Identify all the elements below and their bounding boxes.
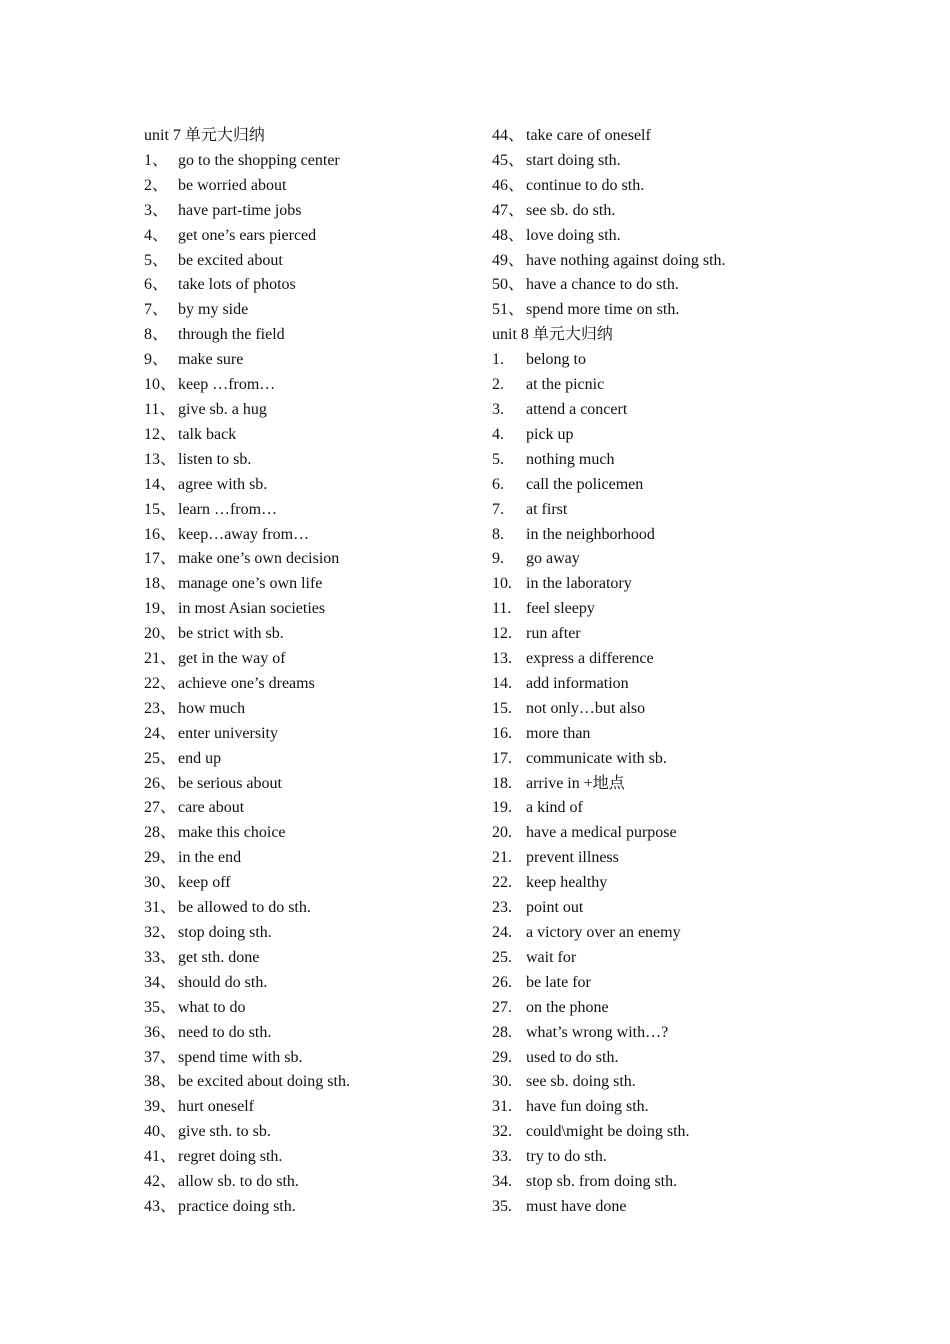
item-phrase: go away <box>526 550 580 568</box>
item-phrase: in the laboratory <box>526 575 632 593</box>
item-phrase: at the picnic <box>526 376 605 394</box>
phrase-item <box>144 1170 474 1195</box>
phrase-item <box>492 772 822 797</box>
item-phrase: allow sb. to do sth. <box>178 1173 299 1191</box>
item-number: 4. <box>492 425 504 443</box>
item-phrase: talk back <box>178 425 237 443</box>
phrase-item <box>492 796 822 821</box>
phrase-item <box>492 1145 822 1170</box>
item-phrase: how much <box>178 699 246 717</box>
item-phrase: achieve one’s dreams <box>178 674 315 692</box>
item-phrase: care about <box>178 799 245 817</box>
phrase-item <box>144 572 474 597</box>
item-phrase: practice doing sth. <box>178 1197 296 1215</box>
phrase-item <box>144 423 474 448</box>
item-number: 13. <box>492 650 512 668</box>
item-phrase: be serious about <box>178 774 282 792</box>
item-number: 26、 <box>144 774 177 792</box>
phrase-item <box>492 373 822 398</box>
item-phrase: be late for <box>526 973 591 991</box>
item-number: 23. <box>492 899 512 917</box>
phrase-item <box>492 224 822 249</box>
item-phrase: used to do sth. <box>526 1048 619 1066</box>
item-phrase: what to do <box>178 998 246 1016</box>
item-phrase: by my side <box>178 301 249 319</box>
item-number: 25. <box>492 948 512 966</box>
item-number: 16、 <box>144 525 177 543</box>
phrase-item <box>492 597 822 622</box>
item-number: 10. <box>492 575 512 593</box>
item-number: 18、 <box>144 575 177 593</box>
phrase-item <box>144 448 474 473</box>
item-number: 21. <box>492 849 512 867</box>
item-number: 5. <box>492 450 504 468</box>
item-phrase: pick up <box>526 425 574 443</box>
item-number: 41、 <box>144 1148 177 1166</box>
phrase-item <box>492 647 822 672</box>
phrase-item <box>144 622 474 647</box>
item-phrase: arrive in +地点 <box>526 774 625 792</box>
item-number: 36、 <box>144 1023 177 1041</box>
phrase-item <box>144 473 474 498</box>
phrase-item <box>492 722 822 747</box>
item-phrase: continue to do sth. <box>526 176 645 194</box>
item-phrase: give sb. a hug <box>178 400 267 418</box>
item-number: 8. <box>492 525 504 543</box>
phrase-item <box>492 672 822 697</box>
item-number: 39、 <box>144 1098 177 1116</box>
item-number: 37、 <box>144 1048 177 1066</box>
phrase-item <box>144 672 474 697</box>
item-phrase: point out <box>526 899 584 917</box>
item-phrase: take lots of photos <box>178 276 296 294</box>
phrase-item <box>492 871 822 896</box>
phrase-item <box>144 846 474 871</box>
item-phrase: stop doing sth. <box>178 924 272 941</box>
item-phrase: love doing sth. <box>526 226 621 244</box>
phrase-item <box>492 124 822 149</box>
item-phrase: be excited about doing sth. <box>178 1073 350 1091</box>
phrase-item <box>144 697 474 722</box>
item-number: 22. <box>492 874 512 892</box>
item-phrase: hurt oneself <box>178 1098 254 1116</box>
phrase-item <box>144 1021 474 1046</box>
item-phrase: make one’s own decision <box>178 550 340 568</box>
phrase-item <box>492 1195 822 1220</box>
phrase-item <box>492 1070 822 1095</box>
item-number: 4、 <box>144 226 169 244</box>
item-number: 28. <box>492 1023 512 1041</box>
item-number: 30. <box>492 1073 512 1091</box>
phrase-item <box>144 273 474 298</box>
phrase-item <box>492 523 822 548</box>
item-number: 7、 <box>144 301 169 319</box>
item-phrase: make sure <box>178 351 244 369</box>
phrase-item <box>492 298 822 323</box>
phrase-item <box>492 398 822 423</box>
phrase-item <box>144 1046 474 1071</box>
item-number: 45、 <box>492 151 525 169</box>
item-number: 50、 <box>492 276 525 294</box>
item-phrase: see sb. do sth. <box>526 201 616 219</box>
item-number: 18. <box>492 774 512 792</box>
phrase-item <box>492 971 822 996</box>
item-phrase: run after <box>526 625 581 643</box>
item-number: 33、 <box>144 948 177 966</box>
item-phrase: see sb. doing sth. <box>526 1073 636 1091</box>
item-phrase: keep off <box>178 874 231 892</box>
item-number: 3、 <box>144 201 169 219</box>
item-phrase: more than <box>526 724 591 742</box>
item-number: 12、 <box>144 425 177 443</box>
item-phrase: call the policemen <box>526 475 644 493</box>
phrase-item <box>492 199 822 224</box>
phrase-item <box>144 373 474 398</box>
item-number: 10、 <box>144 376 177 394</box>
item-phrase: start doing sth. <box>526 151 621 169</box>
item-phrase: in most Asian societies <box>178 600 326 618</box>
phrase-item <box>492 572 822 597</box>
phrase-item <box>144 498 474 523</box>
phrase-item <box>492 1046 822 1071</box>
item-number: 14. <box>492 674 512 692</box>
phrase-item <box>144 1120 474 1145</box>
phrase-item <box>144 921 474 946</box>
phrase-item <box>144 747 474 772</box>
phrase-item <box>144 971 474 996</box>
phrase-item <box>492 348 822 373</box>
phrase-item <box>144 871 474 896</box>
item-phrase: learn …from… <box>178 500 278 518</box>
item-phrase: a kind of <box>526 799 583 817</box>
item-number: 35. <box>492 1197 512 1215</box>
item-number: 14、 <box>144 475 177 493</box>
item-number: 16. <box>492 724 512 742</box>
item-phrase: be strict with sb. <box>178 625 284 643</box>
phrase-item <box>144 896 474 921</box>
item-phrase: not only…but also <box>526 699 646 717</box>
unit7-phrase-list-continued <box>492 124 822 323</box>
item-phrase: through the field <box>178 326 285 344</box>
item-phrase: be worried about <box>178 176 287 194</box>
phrase-item <box>144 1195 474 1220</box>
phrase-item <box>144 547 474 572</box>
item-number: 6. <box>492 475 504 493</box>
item-phrase: a victory over an enemy <box>526 924 681 941</box>
item-number: 31. <box>492 1098 512 1116</box>
phrase-item <box>144 323 474 348</box>
item-number: 46、 <box>492 176 525 194</box>
phrase-item <box>144 722 474 747</box>
item-phrase: spend more time on sth. <box>526 301 680 319</box>
item-phrase: wait for <box>526 948 577 966</box>
item-phrase: be excited about <box>178 251 283 269</box>
item-number: 15、 <box>144 500 177 518</box>
phrase-item <box>492 149 822 174</box>
phrase-item <box>144 821 474 846</box>
item-phrase: nothing much <box>526 450 615 468</box>
phrase-item <box>492 547 822 572</box>
item-phrase: prevent illness <box>526 849 619 867</box>
item-phrase: get in the way of <box>178 650 286 668</box>
item-phrase: keep healthy <box>526 874 608 892</box>
item-phrase: keep …from… <box>178 376 276 394</box>
phrase-item <box>492 622 822 647</box>
phrase-item <box>492 273 822 298</box>
item-number: 31、 <box>144 899 177 917</box>
phrase-item <box>144 348 474 373</box>
item-phrase: get sth. done <box>178 948 260 966</box>
phrase-item <box>492 996 822 1021</box>
item-phrase: try to do sth. <box>526 1148 607 1166</box>
item-phrase: add information <box>526 674 629 692</box>
item-number: 19、 <box>144 600 177 618</box>
phrase-item <box>492 1170 822 1195</box>
phrase-item <box>492 846 822 871</box>
item-number: 47、 <box>492 201 525 219</box>
item-phrase: be allowed to do sth. <box>178 899 311 917</box>
item-phrase: have a medical purpose <box>526 824 677 842</box>
item-number: 43、 <box>144 1197 177 1215</box>
phrase-item <box>144 772 474 797</box>
item-number: 34、 <box>144 973 177 991</box>
phrase-item <box>492 697 822 722</box>
item-number: 23、 <box>144 699 177 717</box>
right-column <box>492 124 822 1220</box>
item-phrase: stop sb. from doing sth. <box>526 1173 678 1191</box>
item-phrase: have nothing against doing sth. <box>526 251 726 269</box>
phrase-item <box>492 473 822 498</box>
phrase-item <box>492 448 822 473</box>
item-phrase: enter university <box>178 724 278 742</box>
item-phrase: end up <box>178 749 222 767</box>
item-number: 34. <box>492 1173 512 1191</box>
phrase-item <box>144 398 474 423</box>
item-number: 1. <box>492 351 504 369</box>
item-phrase: need to do sth. <box>178 1023 272 1041</box>
item-number: 48、 <box>492 226 525 244</box>
item-number: 17、 <box>144 550 177 568</box>
item-phrase: listen to sb. <box>178 450 252 468</box>
item-phrase: must have done <box>526 1197 627 1215</box>
item-number: 21、 <box>144 650 177 668</box>
phrase-item <box>492 821 822 846</box>
item-number: 29、 <box>144 849 177 867</box>
item-number: 6、 <box>144 276 169 294</box>
item-number: 2. <box>492 376 504 394</box>
unit7-heading: unit 7 单元大归纳 <box>144 127 265 144</box>
item-phrase: in the neighborhood <box>526 525 655 543</box>
item-number: 27、 <box>144 799 177 817</box>
item-phrase: get one’s ears pierced <box>178 226 317 244</box>
item-number: 26. <box>492 973 512 991</box>
item-number: 40、 <box>144 1123 177 1141</box>
phrase-item <box>144 1070 474 1095</box>
item-number: 38、 <box>144 1073 177 1091</box>
item-phrase: make this choice <box>178 824 286 842</box>
item-phrase: have a chance to do sth. <box>526 276 679 294</box>
item-phrase: regret doing sth. <box>178 1148 283 1166</box>
phrase-item <box>144 199 474 224</box>
phrase-item <box>144 1095 474 1120</box>
item-phrase: have fun doing sth. <box>526 1098 649 1116</box>
item-phrase: agree with sb. <box>178 475 268 493</box>
item-phrase: take care of oneself <box>526 127 651 144</box>
item-number: 8、 <box>144 326 169 344</box>
item-number: 27. <box>492 998 512 1016</box>
unit8-phrase-list <box>492 348 822 1220</box>
item-phrase: give sth. to sb. <box>178 1123 271 1141</box>
item-phrase: in the end <box>178 849 242 867</box>
item-phrase: spend time with sb. <box>178 1048 303 1066</box>
item-number: 28、 <box>144 824 177 842</box>
phrase-item <box>144 647 474 672</box>
item-number: 29. <box>492 1048 512 1066</box>
item-number: 24. <box>492 924 512 941</box>
item-number: 5、 <box>144 251 169 269</box>
phrase-item <box>144 149 474 174</box>
item-phrase: keep…away from… <box>178 525 310 543</box>
phrase-item <box>144 996 474 1021</box>
item-number: 32. <box>492 1123 512 1141</box>
phrase-item <box>144 796 474 821</box>
item-number: 35、 <box>144 998 177 1016</box>
item-number: 33. <box>492 1148 512 1166</box>
phrase-item <box>144 249 474 274</box>
item-number: 1、 <box>144 151 169 169</box>
item-phrase: at first <box>526 500 568 518</box>
phrase-item <box>492 174 822 199</box>
item-number: 11、 <box>144 400 176 418</box>
item-number: 30、 <box>144 874 177 892</box>
phrase-item <box>492 896 822 921</box>
unit8-heading: unit 8 单元大归纳 <box>492 326 613 344</box>
item-number: 22、 <box>144 674 177 692</box>
item-number: 7. <box>492 500 504 518</box>
item-phrase: on the phone <box>526 998 609 1016</box>
item-number: 19. <box>492 799 512 817</box>
phrase-item <box>492 946 822 971</box>
item-number: 9. <box>492 550 504 568</box>
item-phrase: manage one’s own life <box>178 575 323 593</box>
phrase-item <box>492 1021 822 1046</box>
item-number: 32、 <box>144 924 177 941</box>
item-number: 15. <box>492 699 512 717</box>
phrase-item <box>492 747 822 772</box>
item-phrase: could\might be doing sth. <box>526 1123 690 1141</box>
phrase-item <box>492 498 822 523</box>
item-number: 49、 <box>492 251 525 269</box>
item-phrase: feel sleepy <box>526 600 595 618</box>
item-phrase: should do sth. <box>178 973 268 991</box>
phrase-item <box>144 946 474 971</box>
item-number: 2、 <box>144 176 169 194</box>
phrase-item <box>492 921 822 946</box>
unit7-phrase-list <box>144 149 474 1220</box>
item-number: 9、 <box>144 351 169 369</box>
item-phrase: go to the shopping center <box>178 151 340 169</box>
item-number: 25、 <box>144 749 177 767</box>
item-phrase: attend a concert <box>526 400 628 418</box>
item-number: 24、 <box>144 724 177 742</box>
item-number: 44、 <box>492 127 525 144</box>
item-phrase: belong to <box>526 351 586 369</box>
phrase-item <box>144 523 474 548</box>
phrase-item <box>144 174 474 199</box>
item-number: 3. <box>492 400 504 418</box>
left-column <box>144 124 474 1220</box>
phrase-item <box>492 1095 822 1120</box>
item-number: 13、 <box>144 450 177 468</box>
phrase-item <box>492 423 822 448</box>
item-number: 42、 <box>144 1173 177 1191</box>
phrase-item <box>144 1145 474 1170</box>
item-phrase: what’s wrong with…? <box>526 1023 669 1041</box>
item-number: 17. <box>492 749 512 767</box>
item-number: 20. <box>492 824 512 842</box>
item-number: 11. <box>492 600 512 618</box>
phrase-item <box>144 298 474 323</box>
phrase-item <box>492 249 822 274</box>
item-phrase: communicate with sb. <box>526 749 667 767</box>
item-number: 20、 <box>144 625 177 643</box>
phrase-item <box>144 224 474 249</box>
item-number: 12. <box>492 625 512 643</box>
phrase-item <box>144 597 474 622</box>
item-phrase: have part-time jobs <box>178 201 302 219</box>
item-phrase: express a difference <box>526 650 654 668</box>
phrase-item <box>492 1120 822 1145</box>
item-number: 51、 <box>492 301 525 319</box>
